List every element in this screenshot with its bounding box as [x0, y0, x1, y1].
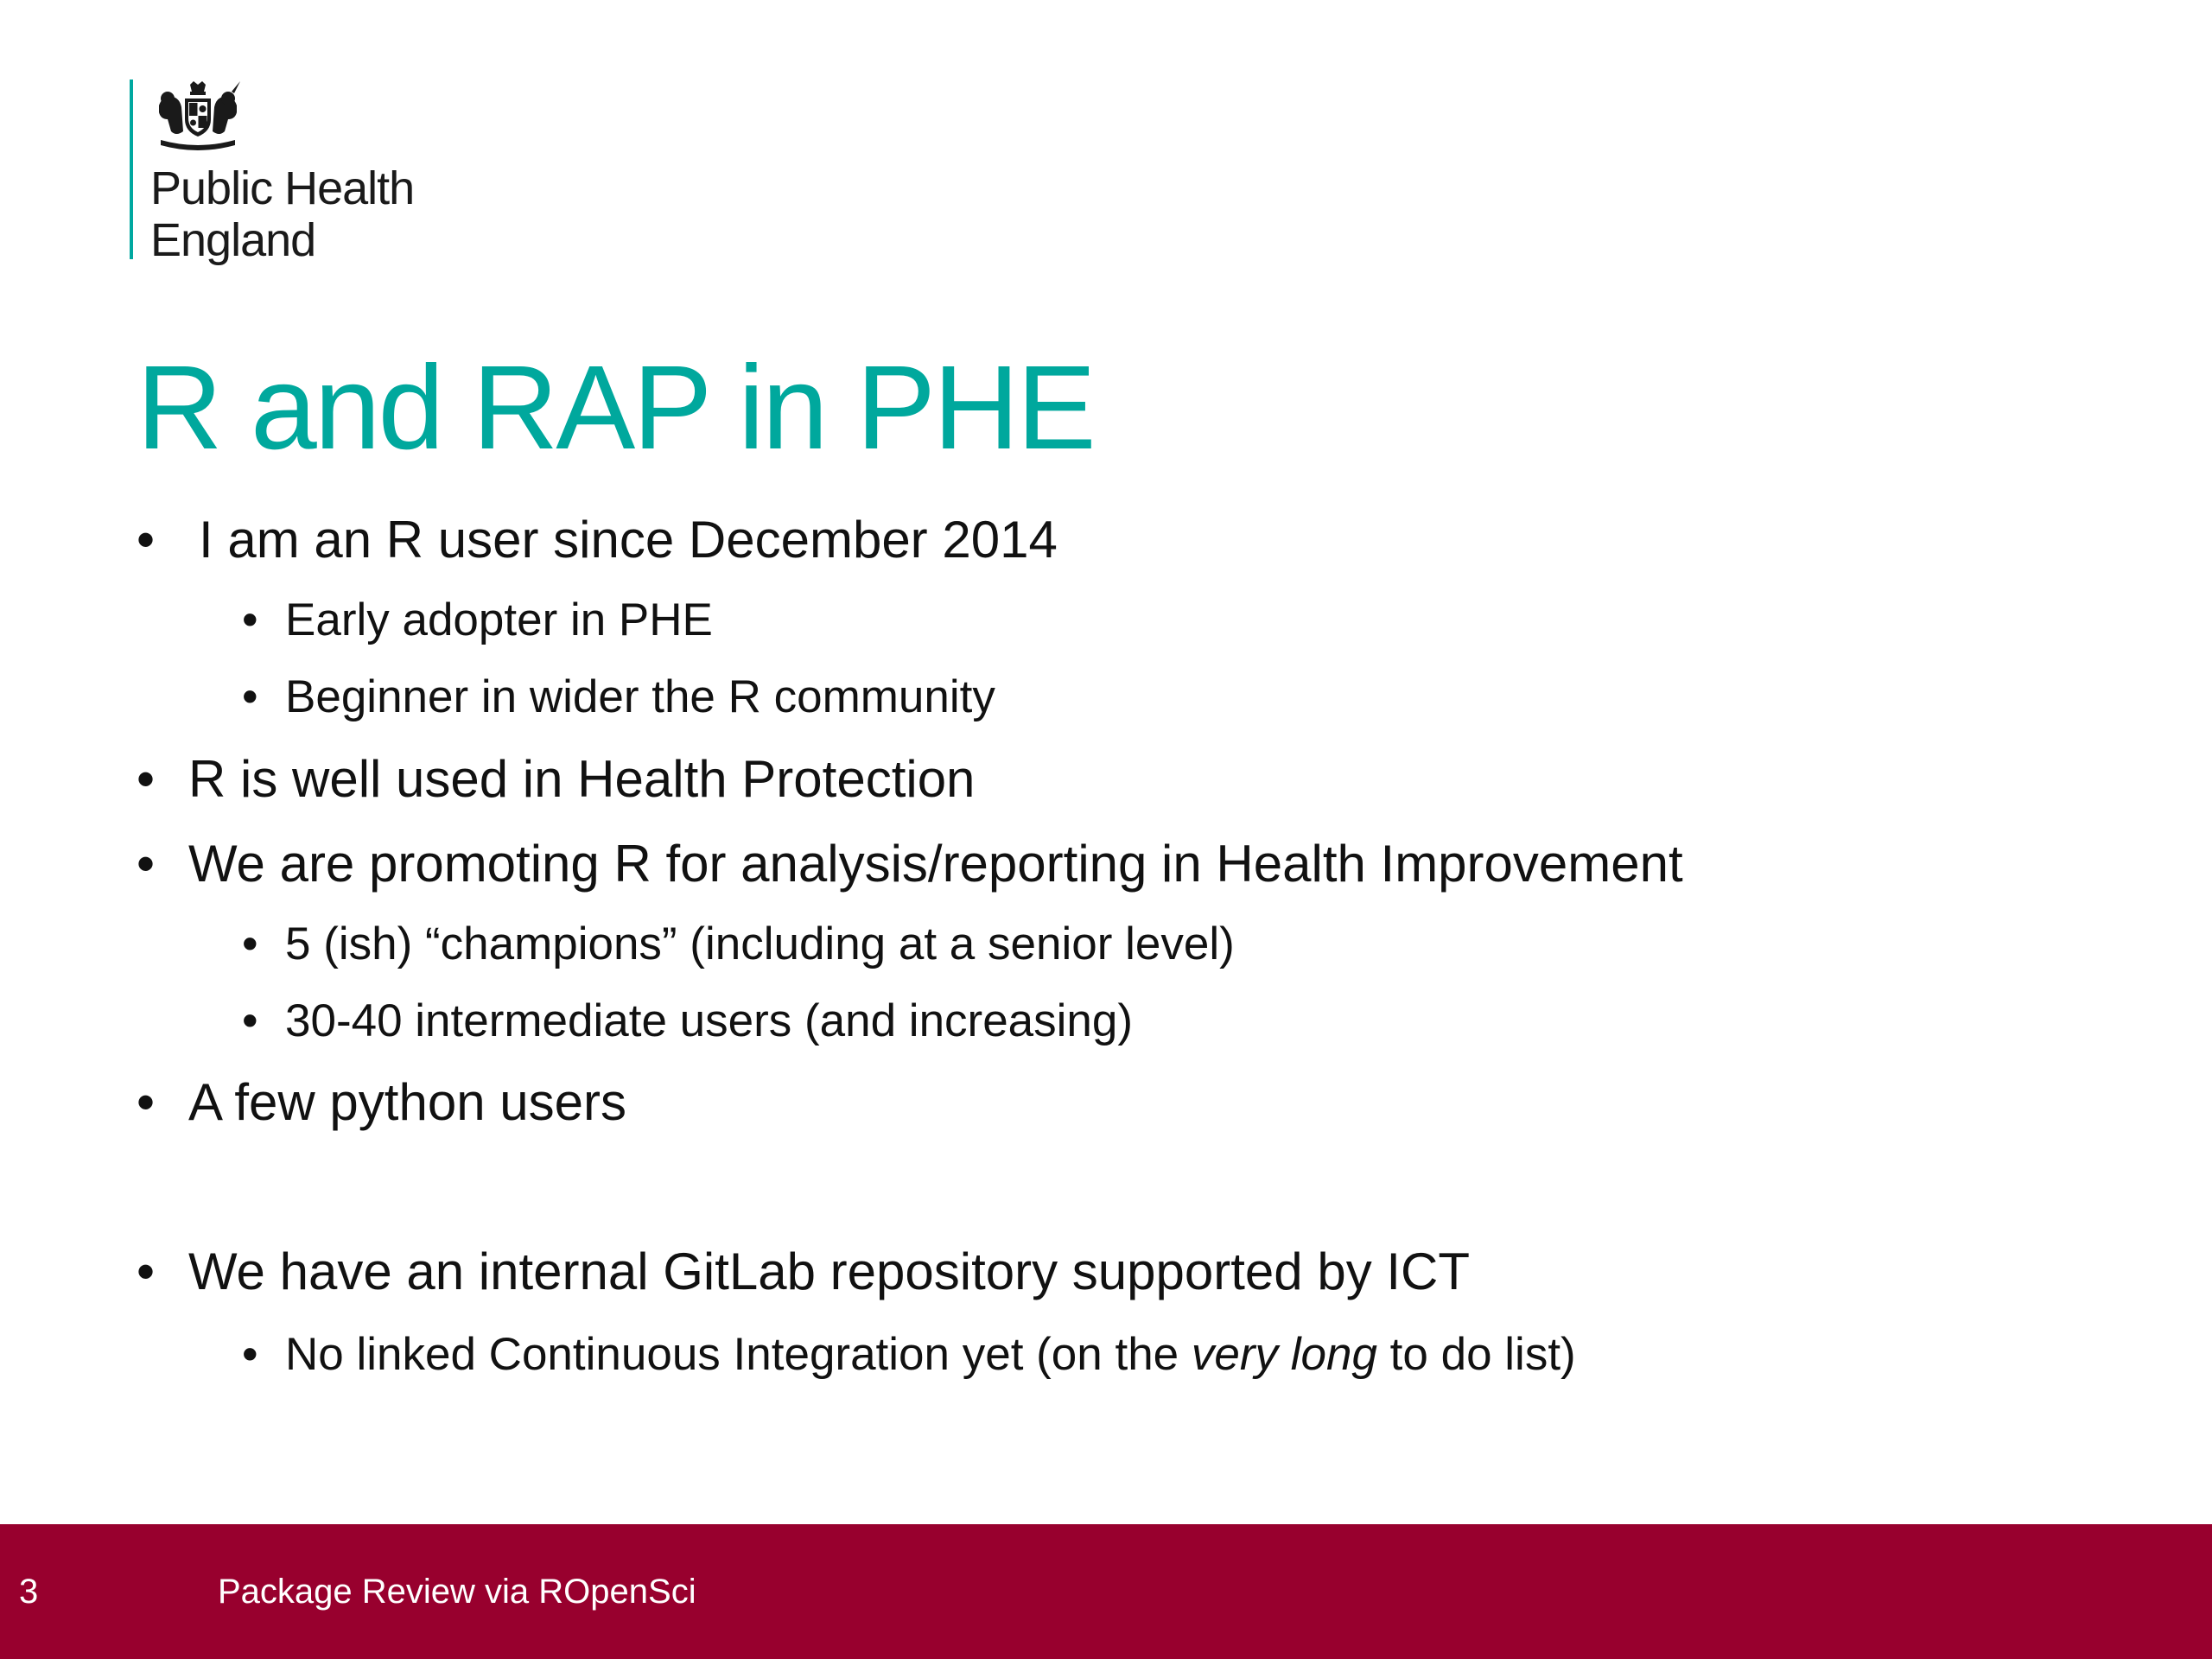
bullet-text: Early adopter in PHE [285, 594, 713, 645]
logo-line-1: Public Health [150, 162, 415, 214]
slide-title: R and RAP in PHE [137, 341, 1094, 474]
bullet-text: I am an R user since December 2014 [199, 511, 1058, 569]
footer-bar [0, 1524, 2212, 1659]
bullet-text: R is well used in Health Protection [188, 750, 976, 808]
footer-title: Package Review via ROpenSci [218, 1573, 696, 1611]
bullet-text-before: No linked Continuous Integration yet (on the [285, 1329, 1192, 1380]
bullet-dot: • [137, 1073, 156, 1131]
bullet-dot: • [137, 835, 156, 893]
bullet-text-after: to do list) [1376, 1329, 1576, 1380]
bullet-text: 30-40 intermediate users (and increasing) [285, 995, 1134, 1046]
bullet-text: Beginner in wider the R community [285, 671, 995, 722]
bullet-text: We have an internal GitLab repository supported by ICT [188, 1243, 1471, 1300]
bullet-dot: • [137, 511, 156, 569]
bullet-dot: • [242, 995, 258, 1046]
bullet-dot: • [137, 750, 156, 808]
bullet-dot: • [242, 594, 258, 645]
bullet-dot: • [242, 671, 258, 722]
bullet-dot: • [242, 1329, 258, 1380]
bullet-text [285, 1327, 1576, 1382]
slide-number: 3 [19, 1573, 39, 1611]
bullet-text: A few python users [188, 1073, 626, 1131]
bullet-dot: • [137, 1243, 156, 1300]
logo-line-2: England [150, 214, 316, 266]
bullet-text: 5 (ish) “champions” (including at a senior level) [285, 918, 1235, 969]
bullet-dot: • [242, 918, 258, 969]
bullet-text: We are promoting R for analysis/reporting in Health Improvement [188, 835, 1683, 893]
bullet-text-emphasis: very long [1191, 1329, 1377, 1380]
